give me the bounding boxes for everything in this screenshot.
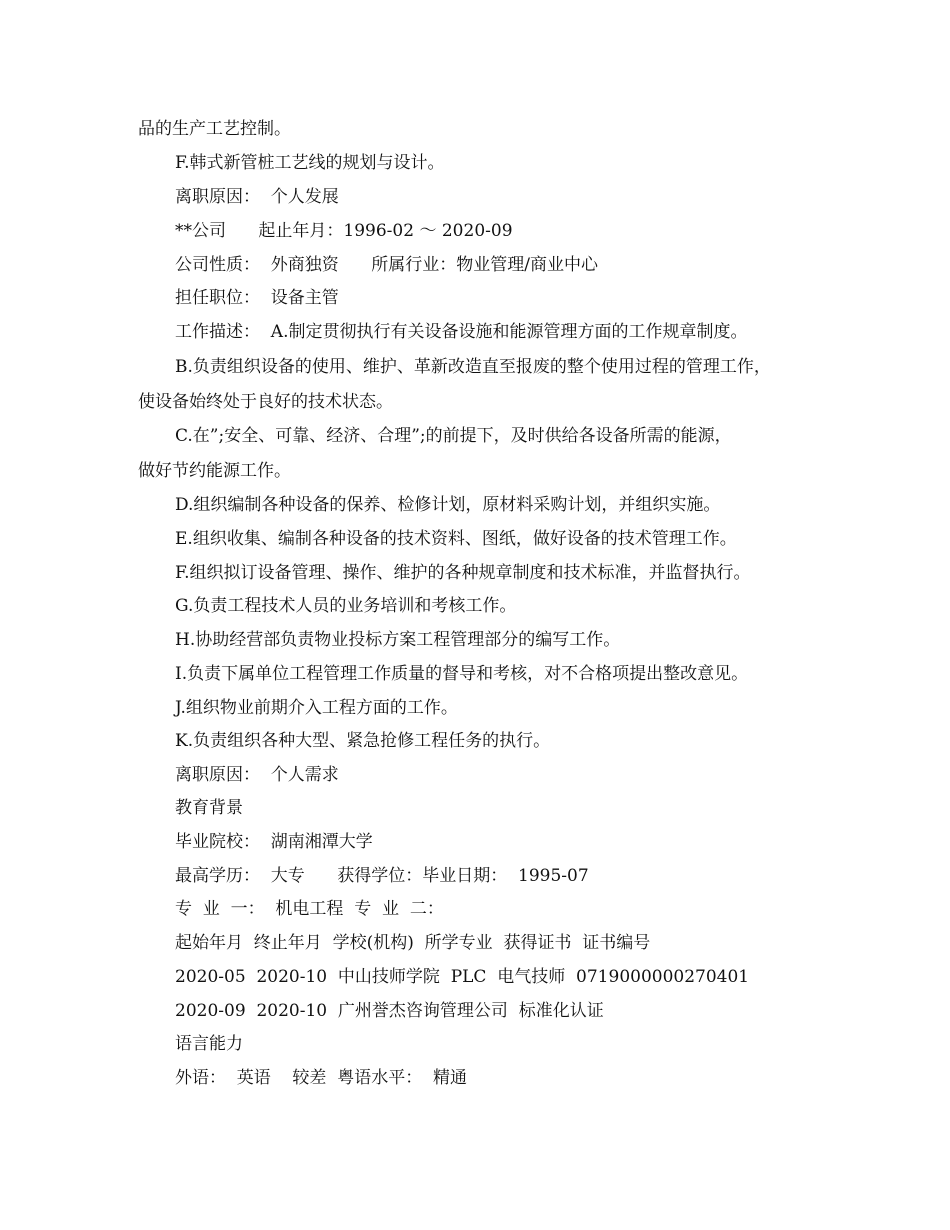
text-line: 2020-05 2020-10 中山技师学院 PLC 电气技师 0719000000270401 (175, 967, 750, 987)
text-line: 公司性质： 外商独资 所属行业：物业管理/商业中心 (175, 255, 598, 275)
section-heading: 语言能力 (175, 1034, 243, 1054)
text-line: 工作描述： A.制定贯彻执行有关设备设施和能源管理方面的工作规章制度。 (175, 322, 748, 342)
text-line: 品的生产工艺控制。 (138, 119, 291, 139)
text-line: 起始年月 终止年月 学校(机构) 所学专业 获得证书 证书编号 (175, 933, 651, 953)
text-line: J.组织物业前期介入工程方面的工作。 (175, 698, 458, 718)
text-line: 外语： 英语 较差 粤语水平： 精通 (175, 1068, 468, 1088)
text-line: 专 业 一： 机电工程 专 业 二： (175, 899, 444, 919)
text-line: I.负责下属单位工程管理工作质量的督导和考核，对不合格项提出整改意见。 (175, 664, 749, 684)
text-line: 担任职位： 设备主管 (175, 288, 339, 308)
text-line: 毕业院校： 湖南湘潭大学 (175, 832, 373, 852)
text-line: F.组织拟订设备管理、操作、维护的各种规章制度和技术标准，并监督执行。 (175, 563, 751, 583)
text-line: 做好节约能源工作。 (138, 461, 291, 481)
text-line: K.负责组织各种大型、紧急抢修工程任务的执行。 (175, 731, 551, 751)
text-line: 2020-09 2020-10 广州誉杰咨询管理公司 标准化认证 (175, 1001, 604, 1021)
section-heading: 教育背景 (175, 798, 243, 818)
text-line: **公司 起止年月：1996-02 ～ 2020-09 (175, 221, 513, 241)
text-line: E.组织收集、编制各种设备的技术资料、图纸，做好设备的技术管理工作。 (175, 529, 737, 549)
text-line: F.韩式新管桩工艺线的规划与设计。 (175, 153, 445, 173)
text-line: G.负责工程技术人员的业务培训和考核工作。 (175, 596, 517, 616)
text-line: B.负责组织设备的使用、维护、革新改造直至报废的整个使用过程的管理工作， (175, 357, 771, 377)
text-line: C.在”;安全、可靠、经济、合理”;的前提下，及时供给各设备所需的能源， (175, 426, 732, 446)
text-line: 离职原因： 个人发展 (175, 187, 339, 207)
text-line: D.组织编制各种设备的保养、检修计划，原材料采购计划，并组织实施。 (175, 495, 721, 515)
text-line: H.协助经营部负责物业投标方案工程管理部分的编写工作。 (175, 630, 621, 650)
text-line: 离职原因： 个人需求 (175, 765, 339, 785)
text-line: 最高学历： 大专 获得学位：毕业日期： 1995-07 (175, 866, 589, 886)
text-line: 使设备始终处于良好的技术状态。 (138, 392, 393, 412)
